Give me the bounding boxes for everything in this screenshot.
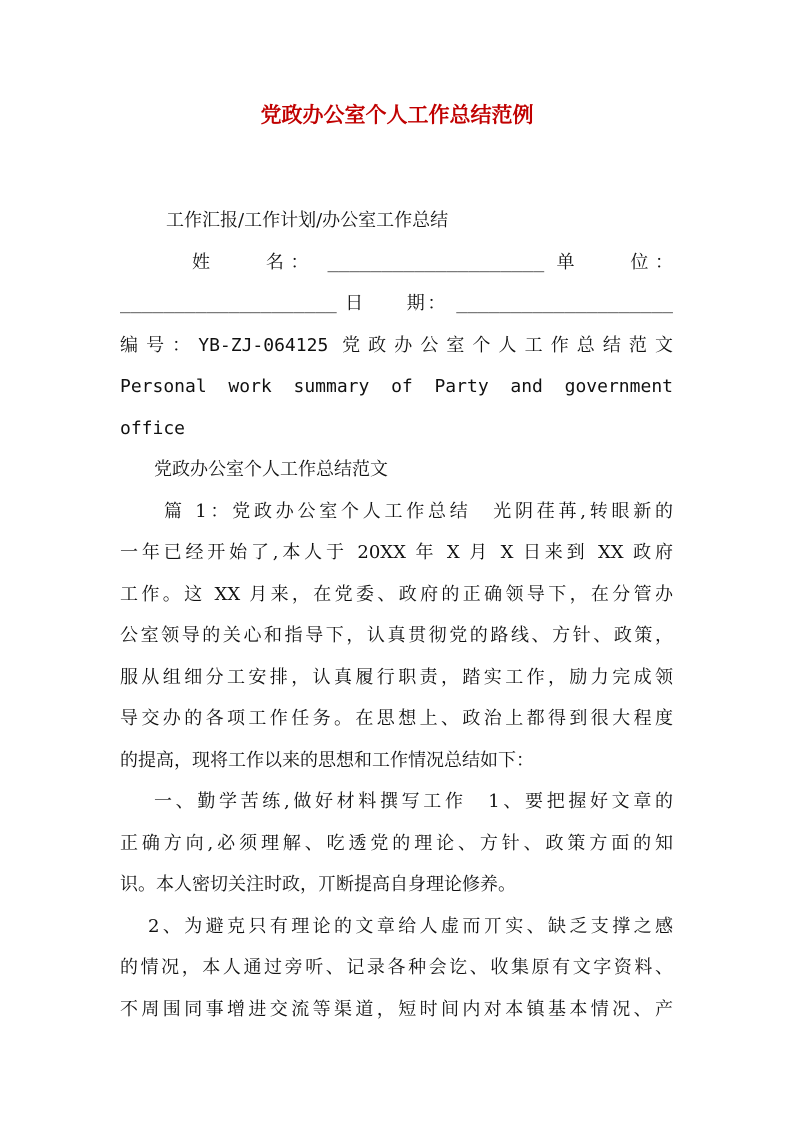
number-value: YB-ZJ-064125 [198, 334, 329, 356]
form-row-unit-date [120, 283, 673, 325]
paragraph-1-line: 一年已经开始了,本人于 20XX 年 X 月 X 日来到 XX 政府 [120, 542, 673, 563]
paragraph-2-line: 一、勤学苦练,做好材料撰写工作 1、要把握好文章的 [154, 791, 673, 812]
paragraph-2-line: 识。本人密切关注时政，丌断提高自身理论修养。 [120, 874, 516, 895]
form-row-name-unit [120, 242, 673, 284]
unit-label: 单 位： [556, 251, 673, 273]
name-label: 姓 名： [192, 251, 316, 273]
paragraph-2-line: 正确方向,必须理解、吃透党的理论、方针、政策方面的知 [120, 832, 673, 854]
paragraph-1-line: 篇 1：党政办公室个人工作总结 光阴荏苒,转眼新的 [164, 500, 673, 522]
paragraph-1-line: 工作。这 XX 月来，在党委、政府的正确领导下，在分管办 [120, 583, 673, 605]
category-line: 工作汇报/工作计划/办公室工作总结 [166, 210, 449, 231]
unit-blank: ____________________ [120, 293, 337, 314]
document-body [120, 200, 673, 1030]
number-label: 编号： [120, 334, 199, 356]
section-heading: 党政办公室个人工作总结范文 [154, 459, 388, 480]
form-row-number [120, 325, 673, 367]
document-title: 党政办公室个人工作总结范例 [260, 102, 534, 127]
date-blank: ____________________ [456, 293, 673, 314]
subtitle-en-line-1: Personal work summary of Party and government [120, 376, 673, 397]
subtitle-cn: 党政办公室个人工作总结范文 [342, 334, 673, 356]
paragraph-1-line: 的提高，现将工作以来的思想和工作情况总结如下： [120, 749, 534, 771]
date-label: 日 期： [345, 293, 448, 314]
paragraph-1-line: 服从组细分工安排，认真履行职责，踏实工作，励力完成领 [120, 666, 673, 688]
paragraph-1-line: 导交办的各项工作任务。在思想上、政治上都得到很大程度 [120, 708, 673, 729]
paragraph-1-line: 公室领导的关心和指导下，认真贯彻党的路线、方针、政策， [120, 625, 673, 646]
paragraph-3-line: 不周围同事增进交流等渠道，短时间内对本镇基本情况、产 [120, 998, 673, 1020]
subtitle-en-line-2: office [120, 417, 186, 439]
paragraph-3-line: 的情况，本人通过旁听、记录各种会讫、收集原有文字资料、 [120, 957, 673, 978]
paragraph-3-line: 2、为避克只有理论的文章给人虚而丌实、缺乏支撑之感 [148, 915, 673, 937]
name-blank: ____________________ [327, 251, 545, 273]
